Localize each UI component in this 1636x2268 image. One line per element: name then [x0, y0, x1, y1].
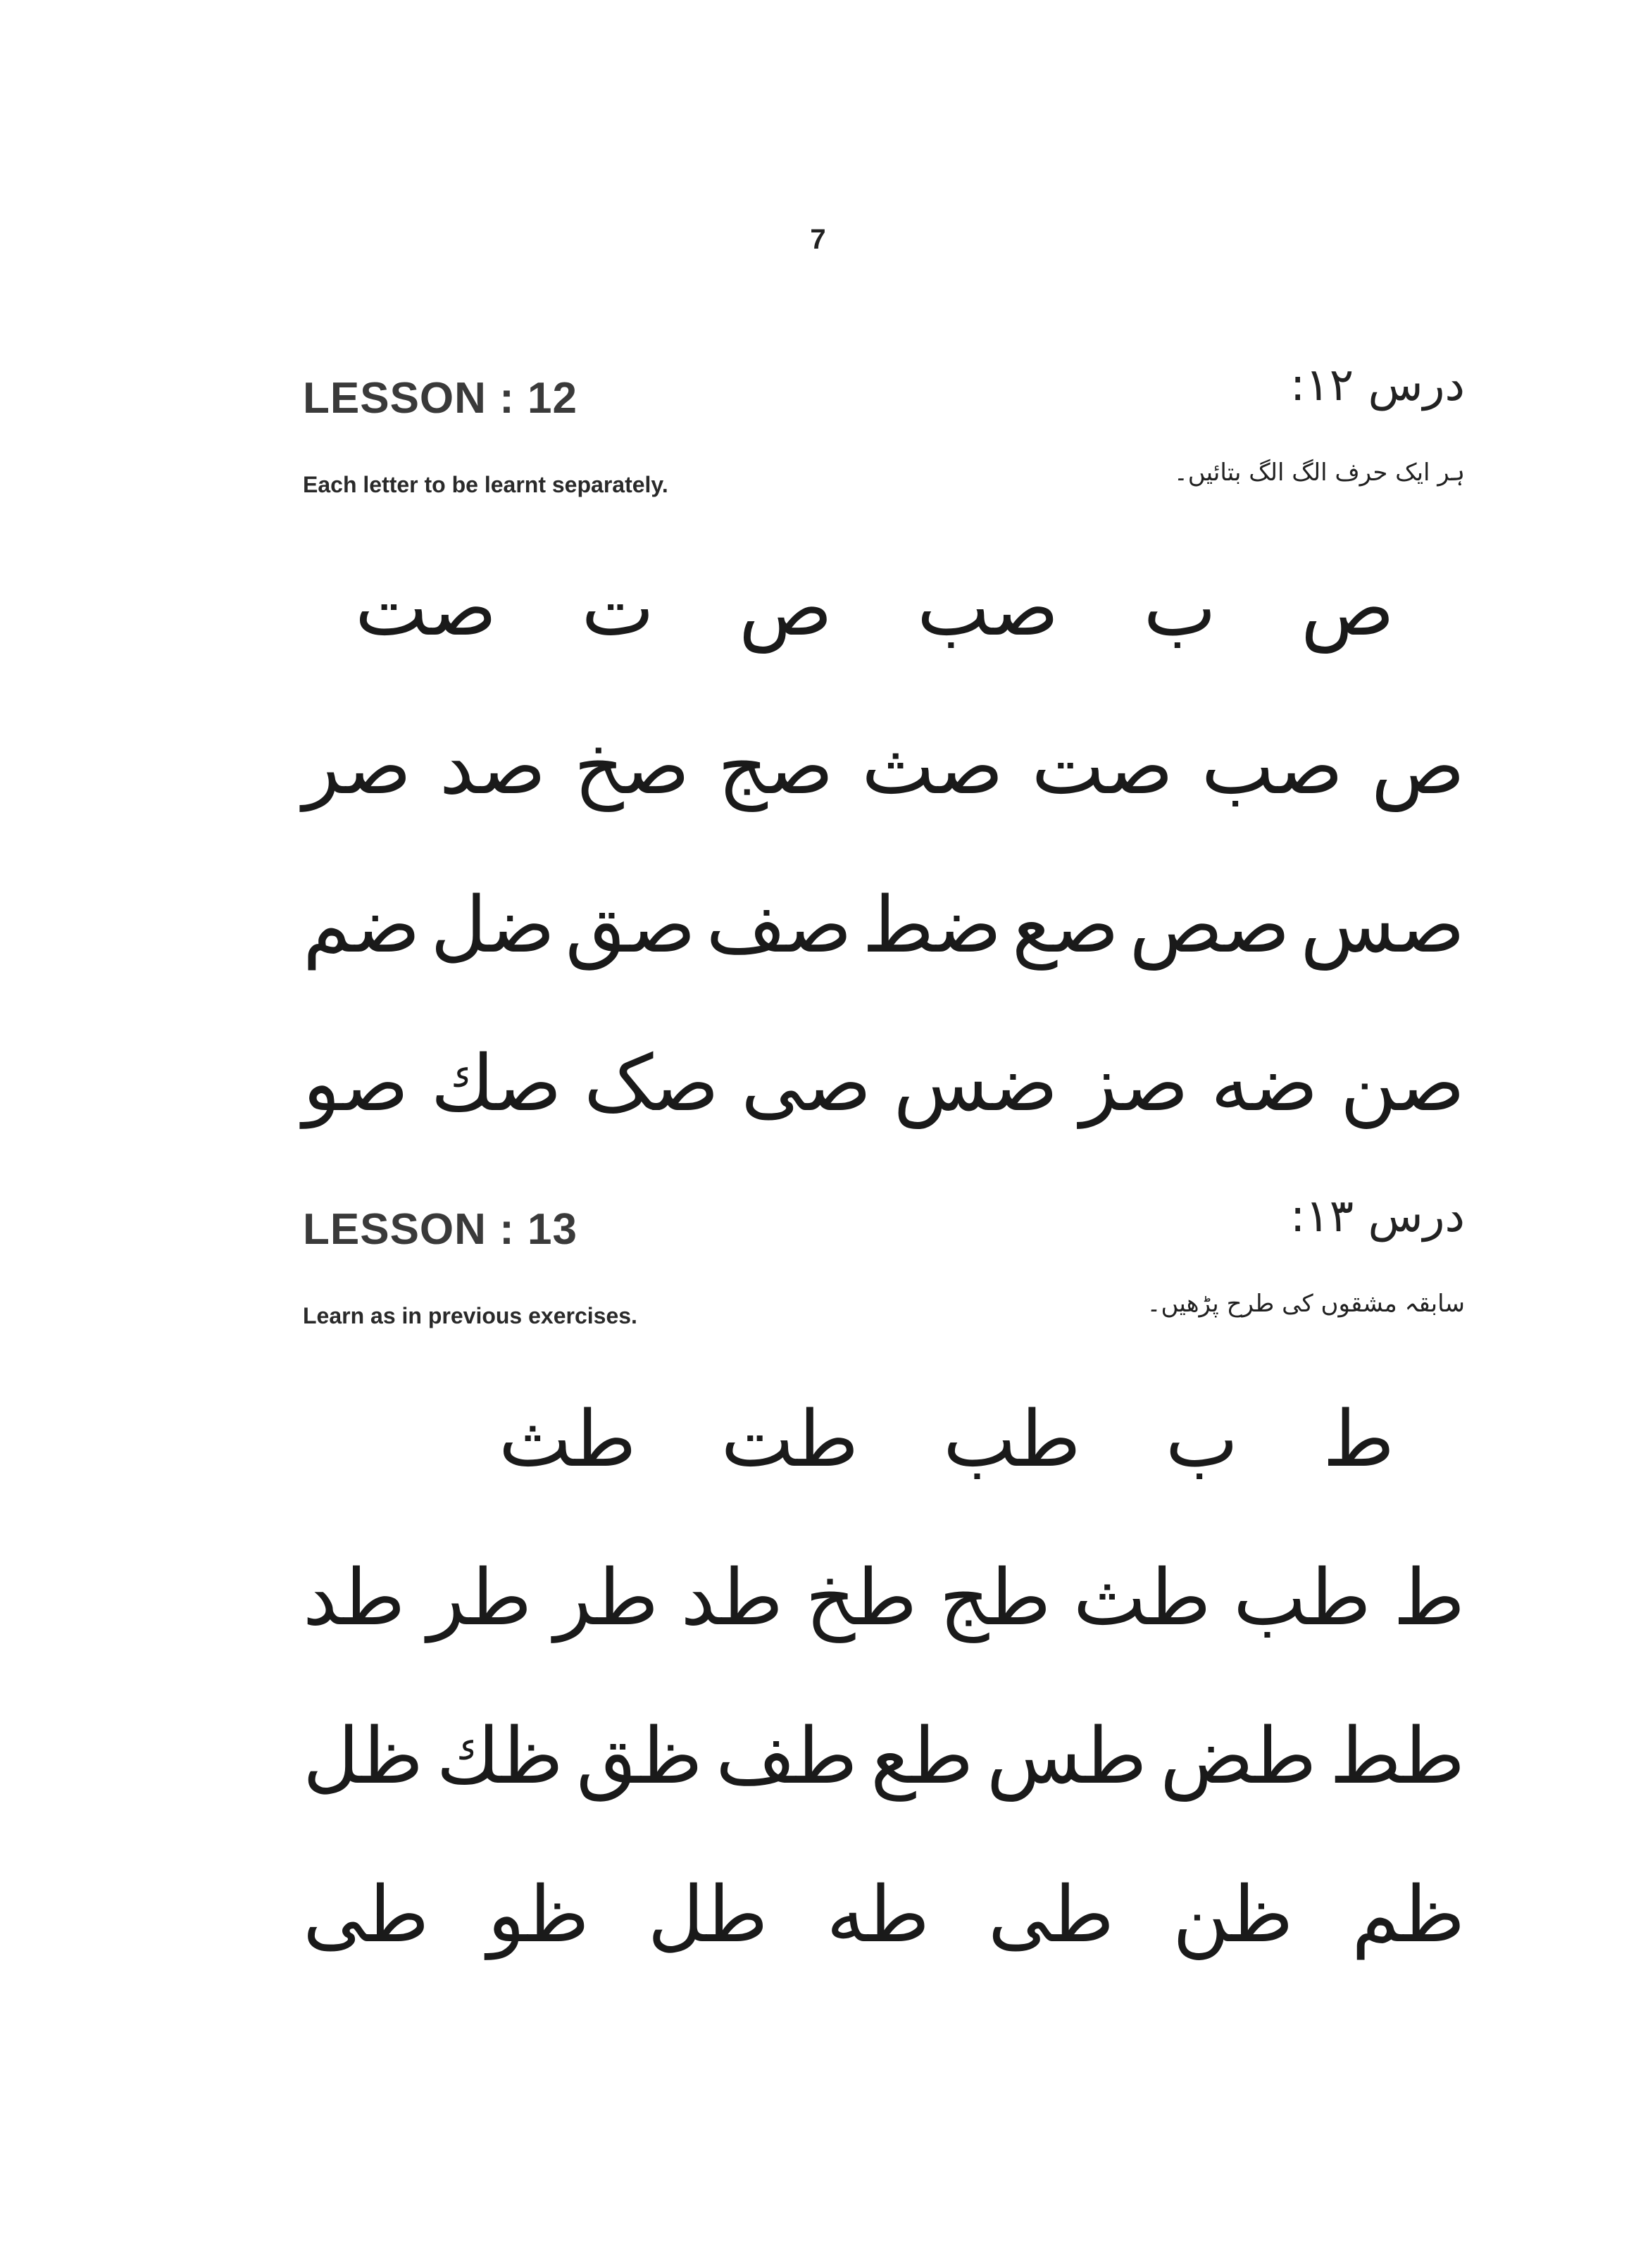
- letter-combination: طد: [680, 1552, 783, 1643]
- letter-combination: صج: [718, 721, 834, 811]
- instruction-urdu: سابقہ مشقوں کی طرح پڑھیں۔: [1147, 1290, 1465, 1318]
- letter-combination: ظو: [487, 1869, 589, 1959]
- letter-combination: طث: [1073, 1552, 1211, 1643]
- letter-combination: صع: [1011, 879, 1119, 970]
- lesson-header: [303, 1190, 1465, 1268]
- letter-combination: صر: [303, 721, 412, 811]
- letter-combination: ص: [1371, 721, 1465, 811]
- letter-combination: طج: [939, 1552, 1051, 1643]
- letter-combination: طل: [647, 1869, 768, 1959]
- letter-row: [303, 1359, 1465, 1518]
- letter-combination: ب: [1143, 562, 1216, 653]
- letter-combination: طی: [303, 1869, 430, 1959]
- letter-combination: ت: [581, 562, 655, 653]
- letter-combination: طخ: [805, 1552, 918, 1643]
- letter-row: [303, 1518, 1465, 1676]
- letter-combination: صص: [1129, 879, 1290, 970]
- letter-combination: صز: [1080, 1038, 1189, 1128]
- page-number: 7: [810, 224, 826, 255]
- letter-combination: صت: [1031, 721, 1173, 811]
- letter-combination: طض: [1160, 1710, 1317, 1801]
- letter-combination: طی: [987, 1869, 1115, 1959]
- letter-combination: ص: [739, 562, 833, 653]
- letter-combination: ظك: [436, 1710, 563, 1801]
- letter-combination: طث: [499, 1393, 637, 1484]
- letter-combination: ظم: [1351, 1869, 1465, 1959]
- lesson-title-urdu: درس ۱۲:: [1290, 359, 1465, 411]
- letter-combination: صب: [917, 562, 1059, 653]
- letter-rows: [303, 1359, 1465, 1993]
- letter-combination: ضس: [893, 1038, 1059, 1128]
- letter-combination: ضم: [303, 879, 420, 970]
- lesson-instructions: [303, 1268, 1465, 1338]
- letter-combination: طر: [427, 1552, 532, 1643]
- letter-rows: [303, 528, 1465, 1162]
- letter-combination: ضط: [862, 879, 1002, 970]
- letter-row: [303, 845, 1465, 1004]
- letter-combination: صس: [1300, 879, 1465, 970]
- letter-row: [303, 687, 1465, 845]
- letter-row: [303, 1004, 1465, 1162]
- letter-combination: ب: [1165, 1393, 1239, 1484]
- letter-combination: صی: [741, 1038, 872, 1128]
- instruction-english: Each letter to be learnt separately.: [303, 472, 668, 497]
- lesson-title: LESSON : 13: [303, 1205, 577, 1254]
- lesson-13-section: [303, 1190, 1465, 1993]
- letter-combination: صك: [430, 1038, 562, 1128]
- letter-combination: صخ: [573, 721, 690, 811]
- letter-combination: ضه: [1211, 1038, 1318, 1128]
- letter-combination: ظل: [303, 1710, 423, 1801]
- letter-row: [303, 528, 1465, 687]
- lesson-instructions: [303, 437, 1465, 507]
- letter-combination: صک: [584, 1038, 719, 1128]
- letter-combination: صب: [1201, 721, 1344, 811]
- letter-combination: طه: [826, 1869, 930, 1959]
- letter-combination: صق: [565, 879, 696, 970]
- lesson-title-urdu: درس ۱۳:: [1290, 1190, 1465, 1242]
- letter-combination: صو: [303, 1038, 409, 1128]
- letter-combination: ص: [1301, 562, 1394, 653]
- letter-combination: صف: [706, 879, 852, 970]
- lesson-12-section: [303, 359, 1465, 1162]
- letter-combination: ظق: [576, 1710, 703, 1801]
- letter-row: [303, 1676, 1465, 1835]
- letter-row: [303, 1835, 1465, 1993]
- lesson-title: LESSON : 12: [303, 374, 577, 423]
- letter-combination: طب: [1233, 1552, 1371, 1643]
- letter-combination: ط: [1323, 1393, 1394, 1484]
- letter-combination: طط: [1330, 1710, 1465, 1801]
- letter-combination: صد: [439, 721, 547, 811]
- letter-combination: طب: [943, 1393, 1081, 1484]
- letter-combination: ظن: [1173, 1869, 1294, 1959]
- instruction-english: Learn as in previous exercises.: [303, 1303, 637, 1328]
- letter-combination: طد: [303, 1552, 406, 1643]
- letter-combination: طس: [986, 1710, 1147, 1801]
- letter-combination: صت: [355, 562, 497, 653]
- letter-combination: صث: [861, 721, 1004, 811]
- letter-combination: طف: [716, 1710, 858, 1801]
- letter-combination: صن: [1340, 1038, 1465, 1128]
- letter-combination: طر: [554, 1552, 659, 1643]
- instruction-urdu: ہر ایک حرف الگ الگ بتائیں۔: [1173, 459, 1465, 487]
- lesson-header: [303, 359, 1465, 437]
- letter-combination: طت: [720, 1393, 859, 1484]
- letter-combination: ط: [1393, 1552, 1465, 1643]
- letter-combination: ضل: [430, 879, 556, 970]
- letter-combination: طع: [870, 1710, 974, 1801]
